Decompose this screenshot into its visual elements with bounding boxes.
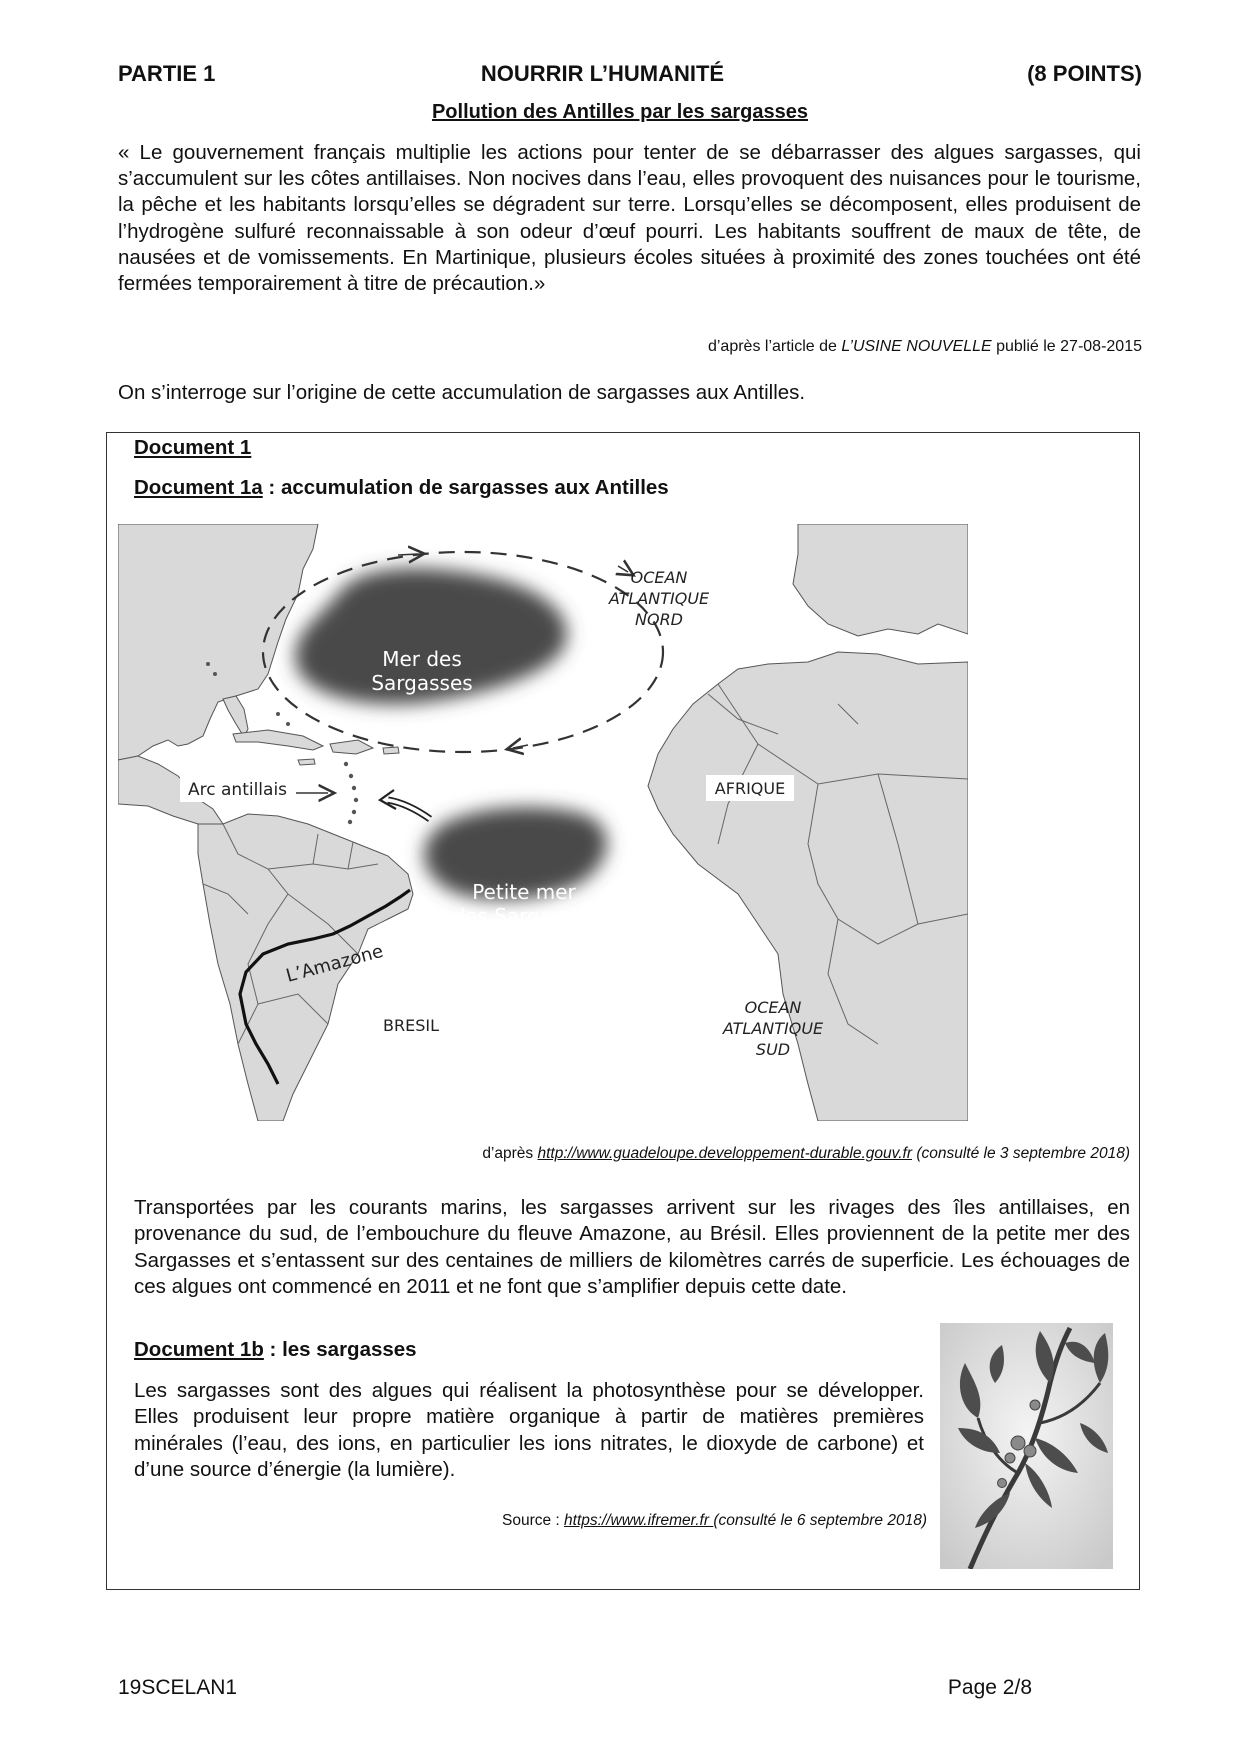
gyre-arrow-top	[398, 554, 418, 555]
sargassum-photo-svg	[940, 1323, 1113, 1569]
map-source-link[interactable]: http://www.guadeloupe.developpement-durable.gouv.fr	[537, 1145, 913, 1162]
part-points: (8 POINTS)	[1027, 61, 1142, 86]
puerto-rico-island	[383, 747, 399, 754]
map-label-sargasso-1: Mer des	[382, 647, 462, 671]
map-label-small-sea-2: des Sargasses	[452, 904, 596, 928]
document-1b-label: Document 1b	[134, 1338, 264, 1361]
page-subtitle: Pollution des Antilles par les sargasses	[431, 101, 809, 123]
document-1b-source-prefix: Source :	[501, 1512, 565, 1529]
document-1b-source-suffix: (consulté le 6 septembre 2018)	[713, 1512, 927, 1529]
document-1a-title: : accumulation de sargasses aux Antilles	[262, 476, 669, 499]
map-label-arc: Arc antillais	[188, 780, 288, 800]
document-1b-text: Les sargasses sont des algues qui réalisent la photosynthèse pour se développer. Elles produisent leur propre matière organique à partir de matières premières minérales (l’eau, des ions, en particulier les ions nitrates, le dioxyde de carbone) et d’une source d’énergie (la lumière).	[134, 1379, 924, 1482]
jamaica-island	[298, 759, 315, 765]
credit-prefix: d’après l’article de	[707, 338, 842, 355]
footer-page-number: Page 2/8	[947, 1676, 1032, 1699]
map-source-prefix: d’après	[482, 1145, 538, 1162]
document-1b-heading	[134, 1338, 417, 1362]
document-1b-source-link[interactable]: https://www.ifremer.fr	[564, 1512, 714, 1529]
map-label-ocean-north-1: OCEAN	[630, 568, 688, 587]
map-label-ocean-south-1: OCEAN	[744, 998, 802, 1017]
map-source	[482, 1145, 1130, 1163]
quote-paragraph: « Le gouvernement français multiplie les actions pour tenter de se débarrasser des algues sargasses, qui s’accumulent sur les côtes antillaises. Non nocives dans l’eau, elles provoquent des nuisances pour le tourisme, la pêche et les habitants lorsqu’elles se dégradent sur terre. Lorsqu’elles se décomposent, elles produisent de l’hydrogène sulfuré reconnaissable à son odeur d’œuf pourri. Les habitants souffrent de maux de tête, de nausées et de vomissements. En Martinique, plusieurs écoles situées à proximité des zones touchées ont été fermées temporairement à titre de précaution.»	[118, 141, 1141, 296]
map-label-ocean-south-2: ATLANTIQUE	[722, 1019, 824, 1038]
credit-suffix: publié le 27-08-2015	[991, 338, 1142, 355]
document-1-title: Document 1	[134, 436, 252, 459]
intro-question: On s’interroge sur l’origine de cette accumulation de sargasses aux Antilles.	[118, 381, 806, 404]
document-1a-heading	[134, 476, 669, 500]
map-label-ocean-south-3: SUD	[755, 1040, 791, 1059]
part-title: NOURRIR L’HUMANITÉ	[480, 61, 725, 86]
document-1a-text: Transportées par les courants marins, les sargasses arrivent sur les rivages des îles antillaises, en provenance du sud, de l’embouchure du fleuve Amazone, au Brésil. Elles proviennent de la petite mer des Sargasses et s’entassent sur des centaines de milliers de kilomètres carrés de superficie. Les échouages de ces algues ont commencé en 2011 et ne font que s’amplifier depuis cette date.	[134, 1196, 1130, 1299]
document-1b-title: : les sargasses	[263, 1338, 417, 1361]
document-1b-source	[502, 1512, 927, 1530]
credit-publication: L’USINE NOUVELLE	[841, 338, 992, 355]
map-label-africa: AFRIQUE	[714, 779, 786, 798]
part-label: PARTIE 1	[118, 61, 216, 86]
sargassum-map	[118, 524, 968, 1121]
document-1a-label: Document 1a	[134, 476, 263, 499]
map-label-small-sea-1: Petite mer	[472, 880, 576, 904]
map-svg	[118, 524, 968, 1121]
article-credit	[708, 338, 1142, 356]
map-label-ocean-north-2: ATLANTIQUE	[608, 589, 710, 608]
map-label-sargasso-2: Sargasses	[371, 671, 473, 695]
map-label-ocean-north-3: NORD	[635, 610, 683, 629]
footer-code: 19SCELAN1	[118, 1676, 238, 1699]
map-source-suffix: (consulté le 3 septembre 2018)	[912, 1145, 1130, 1162]
sargassum-photo	[940, 1323, 1113, 1569]
map-label-brazil: BRESIL	[383, 1016, 439, 1035]
map-label-amazon: L’Amazone	[283, 940, 386, 987]
